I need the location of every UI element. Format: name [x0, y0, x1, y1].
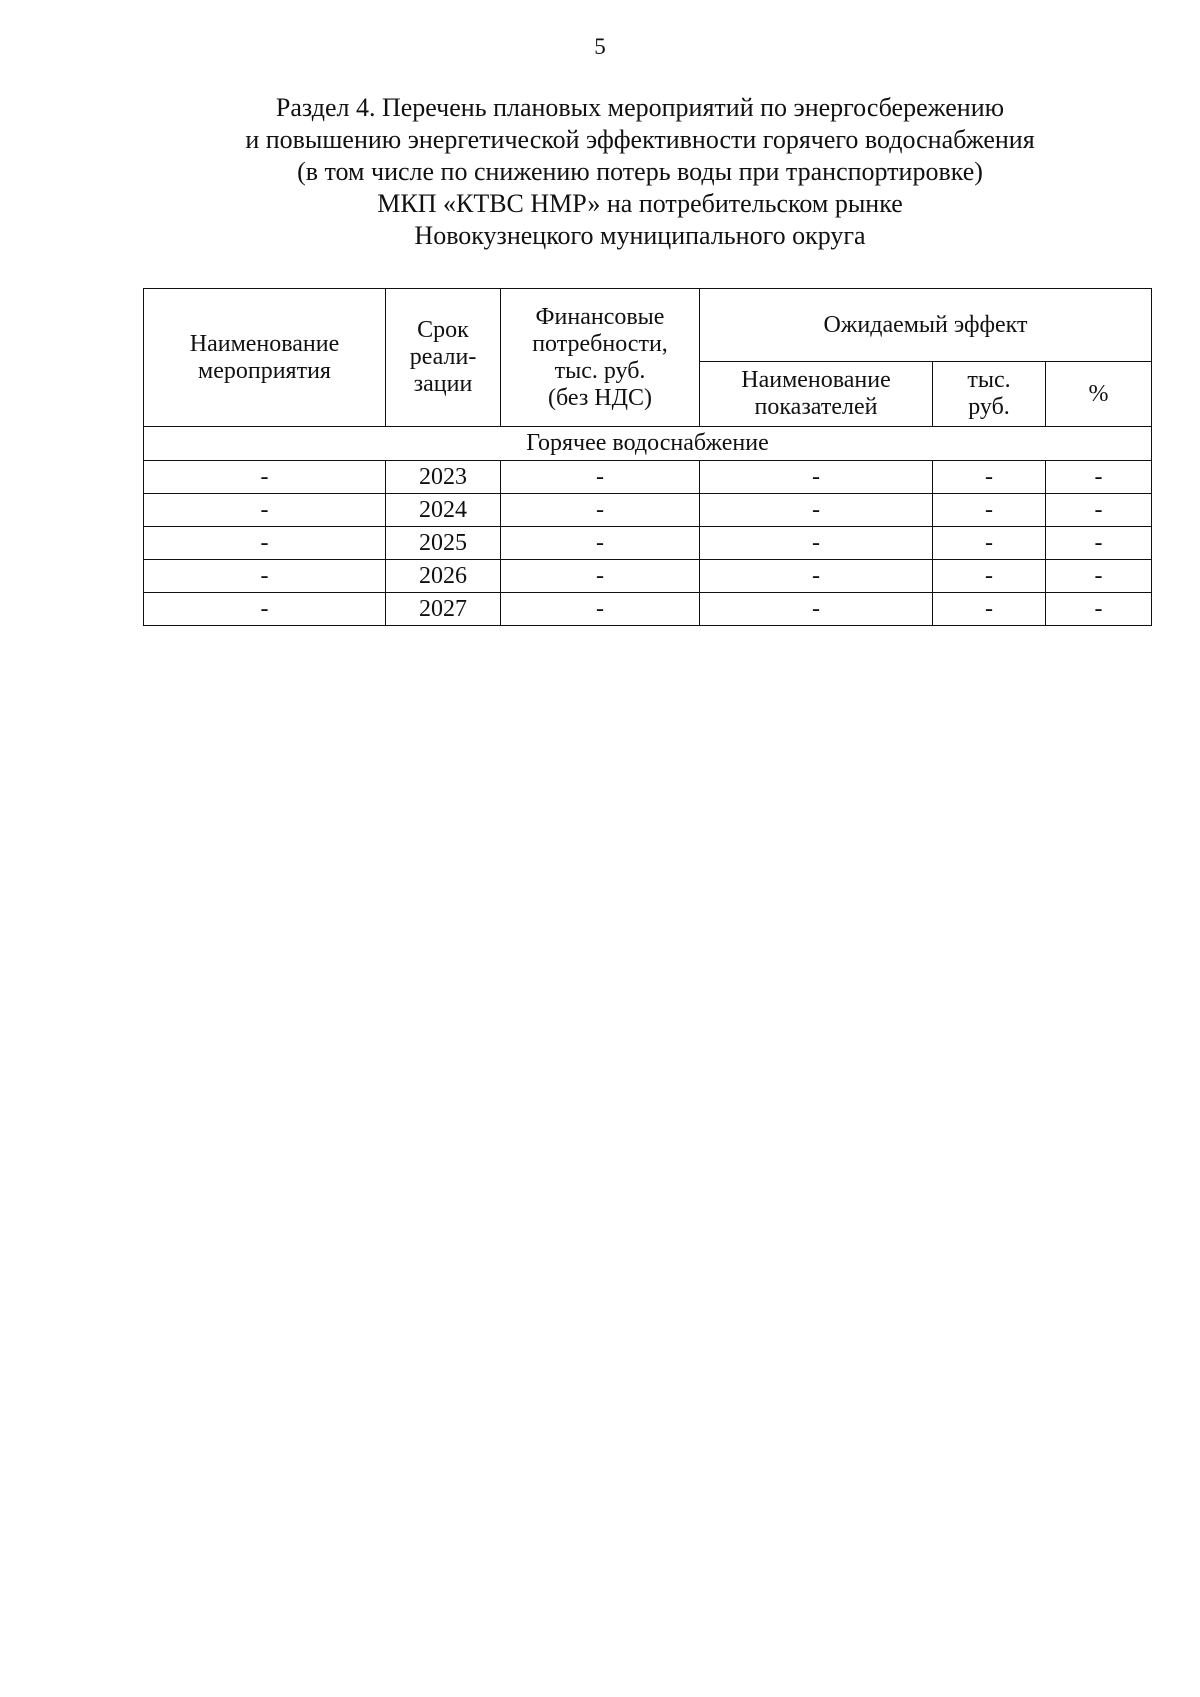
- cell-event-name: -: [144, 593, 386, 626]
- cell-finance: -: [501, 593, 700, 626]
- header-indicator-name: [700, 362, 933, 427]
- cell-percent: -: [1046, 593, 1152, 626]
- table-row: [144, 527, 1152, 560]
- title-line: (в том числе по снижению потерь воды при транспортировке): [297, 157, 983, 186]
- title-line: МКП «КТВС НМР» на потребительском рынке: [377, 189, 903, 218]
- cell-year: 2027: [386, 593, 501, 626]
- cell-indicator: -: [700, 527, 933, 560]
- cell-finance: -: [501, 527, 700, 560]
- header-text: Наименование: [741, 367, 891, 393]
- cell-thousand-rub: -: [933, 461, 1046, 494]
- page-number: 5: [594, 34, 606, 59]
- header-text: Финансовые: [535, 303, 665, 330]
- document-title: [150, 92, 1130, 252]
- cell-year: 2023: [386, 461, 501, 494]
- cell-event-name: -: [144, 560, 386, 593]
- cell-indicator: -: [700, 593, 933, 626]
- header-text: тыс.: [967, 367, 1011, 393]
- cell-indicator: -: [700, 461, 933, 494]
- cell-finance: -: [501, 560, 700, 593]
- cell-thousand-rub: -: [933, 593, 1046, 626]
- table-header-row: [144, 289, 1152, 362]
- cell-percent: -: [1046, 461, 1152, 494]
- table-row: [144, 593, 1152, 626]
- header-text: зации: [413, 371, 473, 397]
- header-text: мероприятия: [198, 357, 331, 384]
- header-text: реали-: [409, 344, 477, 370]
- cell-percent: -: [1046, 560, 1152, 593]
- measures-table: [143, 288, 1152, 626]
- header-term: [386, 289, 501, 427]
- header-text: потребности,: [532, 330, 668, 357]
- cell-year: 2026: [386, 560, 501, 593]
- header-text: Наименование: [189, 330, 340, 357]
- cell-event-name: -: [144, 494, 386, 527]
- table-row: [144, 461, 1152, 494]
- header-text: тыс. руб.: [554, 357, 646, 384]
- cell-indicator: -: [700, 494, 933, 527]
- table-row: [144, 494, 1152, 527]
- cell-year: 2024: [386, 494, 501, 527]
- cell-percent: -: [1046, 527, 1152, 560]
- title-line: Раздел 4. Перечень плановых мероприятий по энергосбережению: [275, 93, 1005, 122]
- cell-thousand-rub: -: [933, 560, 1046, 593]
- header-event-name: [144, 289, 386, 427]
- header-text: (без НДС): [547, 384, 652, 411]
- header-text: руб.: [968, 394, 1010, 420]
- cell-thousand-rub: -: [933, 494, 1046, 527]
- cell-event-name: -: [144, 461, 386, 494]
- cell-finance: -: [501, 461, 700, 494]
- header-text: показателей: [754, 394, 878, 420]
- cell-indicator: -: [700, 560, 933, 593]
- cell-finance: -: [501, 494, 700, 527]
- header-thousand-rub: [933, 362, 1046, 427]
- header-expected-effect: Ожидаемый эффект: [700, 289, 1152, 362]
- header-percent: %: [1046, 362, 1152, 427]
- header-finance: [501, 289, 700, 427]
- cell-event-name: -: [144, 527, 386, 560]
- section-row: [144, 427, 1152, 461]
- title-line: Новокузнецкого муниципального округа: [414, 221, 866, 250]
- cell-thousand-rub: -: [933, 527, 1046, 560]
- cell-percent: -: [1046, 494, 1152, 527]
- section-title: Горячее водоснабжение: [144, 427, 1152, 461]
- cell-year: 2025: [386, 527, 501, 560]
- header-text: Срок: [417, 317, 469, 343]
- table-row: [144, 560, 1152, 593]
- title-line: и повышению энергетической эффективности горячего водоснабжения: [245, 125, 1035, 154]
